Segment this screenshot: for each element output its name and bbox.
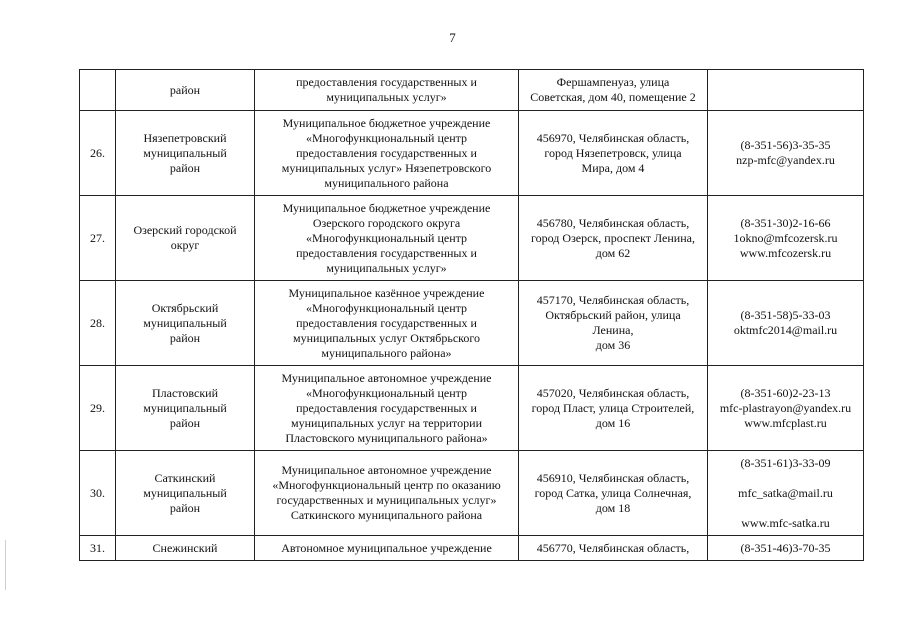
district-line: Нязепетровский — [143, 130, 227, 145]
institution-line: «Многофункциональный центр — [305, 230, 468, 245]
district-line: район — [169, 415, 201, 430]
row-number-cell: 29. — [80, 366, 116, 451]
institution-line: предоставления государственных и — [296, 145, 477, 160]
contacts-cell — [708, 196, 864, 281]
margin-mark — [5, 540, 6, 590]
address-cell — [519, 536, 708, 561]
institution-line: «Многофункциональный центр по оказанию — [272, 478, 501, 492]
row-number-cell: 26. — [80, 111, 116, 196]
institution-line: предоставления государственных и — [296, 400, 477, 415]
table-row — [80, 451, 864, 536]
institution-line: «Многофункциональный центр — [305, 130, 468, 145]
table-row — [80, 281, 864, 366]
institution-cell — [255, 196, 519, 281]
institution-line: муниципальных услуг Октябрьского — [292, 330, 480, 345]
address-line: 457020, Челябинская область, — [536, 385, 690, 400]
institution-line: Саткинского муниципального района — [290, 508, 483, 522]
district-line: Озерский городской — [133, 223, 237, 237]
row-number-cell: 31. — [80, 536, 116, 561]
address-line: Ленина, — [592, 323, 634, 337]
row-number-cell — [80, 70, 116, 111]
institution-line: государственных и муниципальных услуг» — [276, 493, 497, 507]
contacts-line: www.mfc-satka.ru — [741, 515, 830, 530]
address-cell — [519, 196, 708, 281]
institution-line: муниципального района — [324, 175, 449, 190]
address-line: 456970, Челябинская область, — [536, 130, 690, 145]
page-number: 7 — [449, 30, 456, 45]
district-cell — [116, 281, 255, 366]
contacts-line: (8-351-30)2-16-66 — [740, 215, 831, 230]
address-line: 457170, Челябинская область, — [536, 293, 690, 307]
district-cell — [116, 196, 255, 281]
district-line: округ — [170, 238, 200, 252]
address-cell — [519, 366, 708, 451]
district-cell — [116, 70, 255, 111]
contacts-line: oktmfc2014@mail.ru — [733, 323, 838, 337]
contacts-cell — [708, 70, 864, 111]
table-row — [80, 111, 864, 196]
address-cell — [519, 451, 708, 536]
table-row — [80, 196, 864, 281]
institution-line: Муниципальное бюджетное учреждение — [282, 115, 491, 130]
district-line: Саткинский — [154, 470, 216, 485]
institution-line: муниципальных услуг на территории — [291, 415, 482, 430]
district-cell — [116, 451, 255, 536]
district-line: Пластовский — [152, 385, 218, 400]
table-row — [80, 70, 864, 111]
institution-line: Муниципальное автономное учреждение — [281, 370, 492, 385]
address-line: 456910, Челябинская область, — [536, 470, 690, 485]
contacts-line: (8-351-61)3-33-09 — [740, 455, 831, 470]
institution-line: муниципальных услуг» — [326, 90, 447, 104]
address-line: дом 36 — [595, 338, 631, 352]
institution-line: Муниципальное бюджетное учреждение — [282, 200, 491, 215]
district-line: район — [169, 82, 201, 97]
institution-cell — [255, 451, 519, 536]
institution-line: муниципальных услуг» Нязепетровского — [281, 160, 492, 175]
institution-line: Муниципальное автономное учреждение — [281, 463, 492, 477]
table-body — [80, 70, 864, 561]
district-line: район — [169, 500, 201, 515]
line-gap — [711, 471, 860, 486]
contacts-line: (8-351-46)3-70-35 — [740, 540, 831, 555]
contacts-line: www.mfcplast.ru — [744, 415, 827, 430]
institution-line: предоставления государственных и — [296, 245, 477, 260]
address-cell — [519, 70, 708, 111]
address-cell — [519, 111, 708, 196]
row-number-cell: 28. — [80, 281, 116, 366]
district-cell — [116, 366, 255, 451]
district-line: муниципальный — [143, 485, 227, 500]
institution-line: «Многофункциональный центр — [305, 300, 468, 315]
institution-line: Муниципальное казённое учреждение — [288, 285, 485, 300]
address-line: дом 16 — [595, 415, 631, 430]
district-line: муниципальный — [143, 400, 227, 415]
contacts-line: (8-351-56)3-35-35 — [740, 138, 831, 152]
institution-cell — [255, 366, 519, 451]
contacts-cell — [708, 111, 864, 196]
address-line: 456780, Челябинская область, — [536, 215, 690, 230]
address-line: город Нязепетровск, улица — [544, 145, 682, 160]
address-cell — [519, 281, 708, 366]
address-line: дом 18 — [595, 500, 631, 515]
institution-line: Автономное муниципальное учреждение — [281, 540, 492, 555]
address-line: город Сатка, улица Солнечная, — [534, 485, 692, 500]
district-line: муниципальный — [143, 315, 227, 330]
district-cell — [116, 536, 255, 561]
institution-line: Озерского городского округа — [312, 215, 461, 230]
institution-line: Пластовского муниципального района» — [285, 430, 488, 445]
institution-line: муниципальных услуг» — [326, 260, 447, 275]
district-line: район — [169, 330, 201, 345]
address-line: Советская, дом 40, помещение 2 — [530, 90, 696, 104]
table-row — [80, 366, 864, 451]
institution-cell — [255, 70, 519, 111]
contacts-line: mfc_satka@mail.ru — [738, 485, 833, 500]
address-line: 456770, Челябинская область, — [536, 540, 690, 555]
institution-line: предоставления государственных и — [296, 75, 477, 89]
contacts-cell — [708, 281, 864, 366]
contacts-cell — [708, 451, 864, 536]
district-line: Снежинский — [152, 540, 218, 555]
address-line: дом 62 — [595, 245, 631, 260]
contacts-cell — [708, 366, 864, 451]
row-number-cell: 27. — [80, 196, 116, 281]
institution-cell — [255, 111, 519, 196]
address-line: город Озерск, проспект Ленина, — [531, 230, 695, 245]
address-line: город Пласт, улица Строителей, — [531, 400, 695, 415]
institution-cell — [255, 281, 519, 366]
address-line: Фершампенуаз, улица — [556, 75, 670, 89]
district-line: район — [169, 160, 201, 175]
institution-cell — [255, 536, 519, 561]
address-line: Мира, дом 4 — [581, 160, 645, 175]
institution-line: предоставления государственных и — [296, 315, 477, 330]
contacts-line: nzp-mfc@yandex.ru — [736, 153, 835, 167]
contacts-line: (8-351-60)2-23-13 — [740, 385, 831, 400]
mfc-registry-table — [79, 69, 864, 561]
table-row — [80, 536, 864, 561]
line-gap — [711, 501, 860, 516]
district-cell — [116, 111, 255, 196]
contacts-line: (8-351-58)5-33-03 — [740, 308, 831, 322]
address-line: Октябрьский район, улица — [545, 308, 681, 322]
row-number-cell: 30. — [80, 451, 116, 536]
district-line: муниципальный — [143, 145, 227, 160]
contacts-line: 1okno@mfcozersk.ru — [733, 230, 838, 245]
contacts-cell — [708, 536, 864, 561]
contacts-line: www.mfcozersk.ru — [739, 245, 832, 260]
district-line: Октябрьский — [151, 300, 219, 315]
institution-line: муниципального района» — [321, 345, 452, 360]
contacts-line: mfc-plastrayon@yandex.ru — [719, 400, 852, 415]
institution-line: «Многофункциональный центр — [305, 385, 468, 400]
